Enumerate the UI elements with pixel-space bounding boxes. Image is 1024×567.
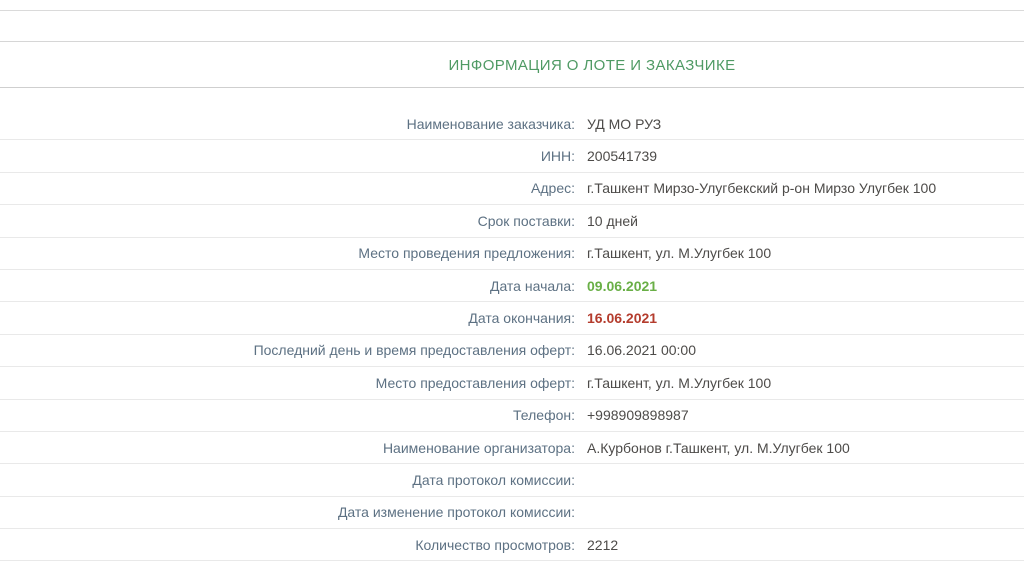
row-label: Срок поставки:: [477, 212, 575, 229]
table-row-inn: [0, 140, 1024, 172]
row-label: Дата начала:: [489, 277, 575, 294]
table-row-customer-name: [0, 108, 1024, 140]
page-title: ИНФОРМАЦИЯ О ЛОТЕ И ЗАКАЗЧИКЕ: [448, 57, 736, 74]
row-label: Дата окончания:: [468, 310, 575, 327]
table-row-delivery-term: [0, 205, 1024, 237]
row-value: г.Ташкент, ул. М.Улугбек 100: [587, 374, 772, 391]
table-row-organizer-name: [0, 432, 1024, 464]
table-row-views-count: [0, 529, 1024, 561]
row-label: Адрес:: [531, 180, 575, 197]
row-label: Место проведения предложения:: [358, 245, 575, 262]
table-row-commission-protocol-change-date: [0, 497, 1024, 529]
table-row-start-date: [0, 270, 1024, 302]
row-label: Дата протокол комиссии:: [412, 471, 575, 488]
row-value: УД МО РУЗ: [587, 115, 662, 132]
row-label: Наименование организатора:: [382, 439, 575, 456]
row-value: 2212: [587, 536, 619, 553]
row-label: Телефон:: [513, 407, 575, 424]
end-date-value: 16.06.2021: [587, 310, 658, 327]
row-value: 16.06.2021 00:00: [587, 342, 696, 359]
row-label: Количество просмотров:: [415, 536, 575, 553]
table-row-end-date: [0, 302, 1024, 334]
row-value: 10 дней: [587, 212, 638, 229]
row-label: Место предоставления оферт:: [375, 374, 575, 391]
table-row-commission-protocol-date: [0, 464, 1024, 496]
table-row-offer-venue: [0, 238, 1024, 270]
row-value: А.Курбонов г.Ташкент, ул. М.Улугбек 100: [587, 439, 850, 456]
row-value: +998909898987: [587, 407, 689, 424]
top-divider: [0, 10, 1024, 11]
table-row-address: [0, 173, 1024, 205]
table-row-phone: [0, 400, 1024, 432]
row-value: г.Ташкент Мирзо-Улугбекский р-он Мирзо Улугбек 100: [587, 180, 937, 197]
start-date-value: 09.06.2021: [587, 277, 658, 294]
row-label: Наименование заказчика:: [406, 115, 575, 132]
row-value: 200541739: [587, 148, 658, 165]
section-header: [0, 41, 1024, 88]
row-label: ИНН:: [540, 148, 575, 165]
table-row-offers-place: [0, 367, 1024, 399]
row-label: Последний день и время предоставления оферт:: [253, 342, 575, 359]
row-value: г.Ташкент, ул. М.Улугбек 100: [587, 245, 772, 262]
lot-info-table: [0, 108, 1024, 561]
table-row-offers-deadline: [0, 335, 1024, 367]
row-label: Дата изменение протокол комиссии:: [337, 504, 575, 521]
